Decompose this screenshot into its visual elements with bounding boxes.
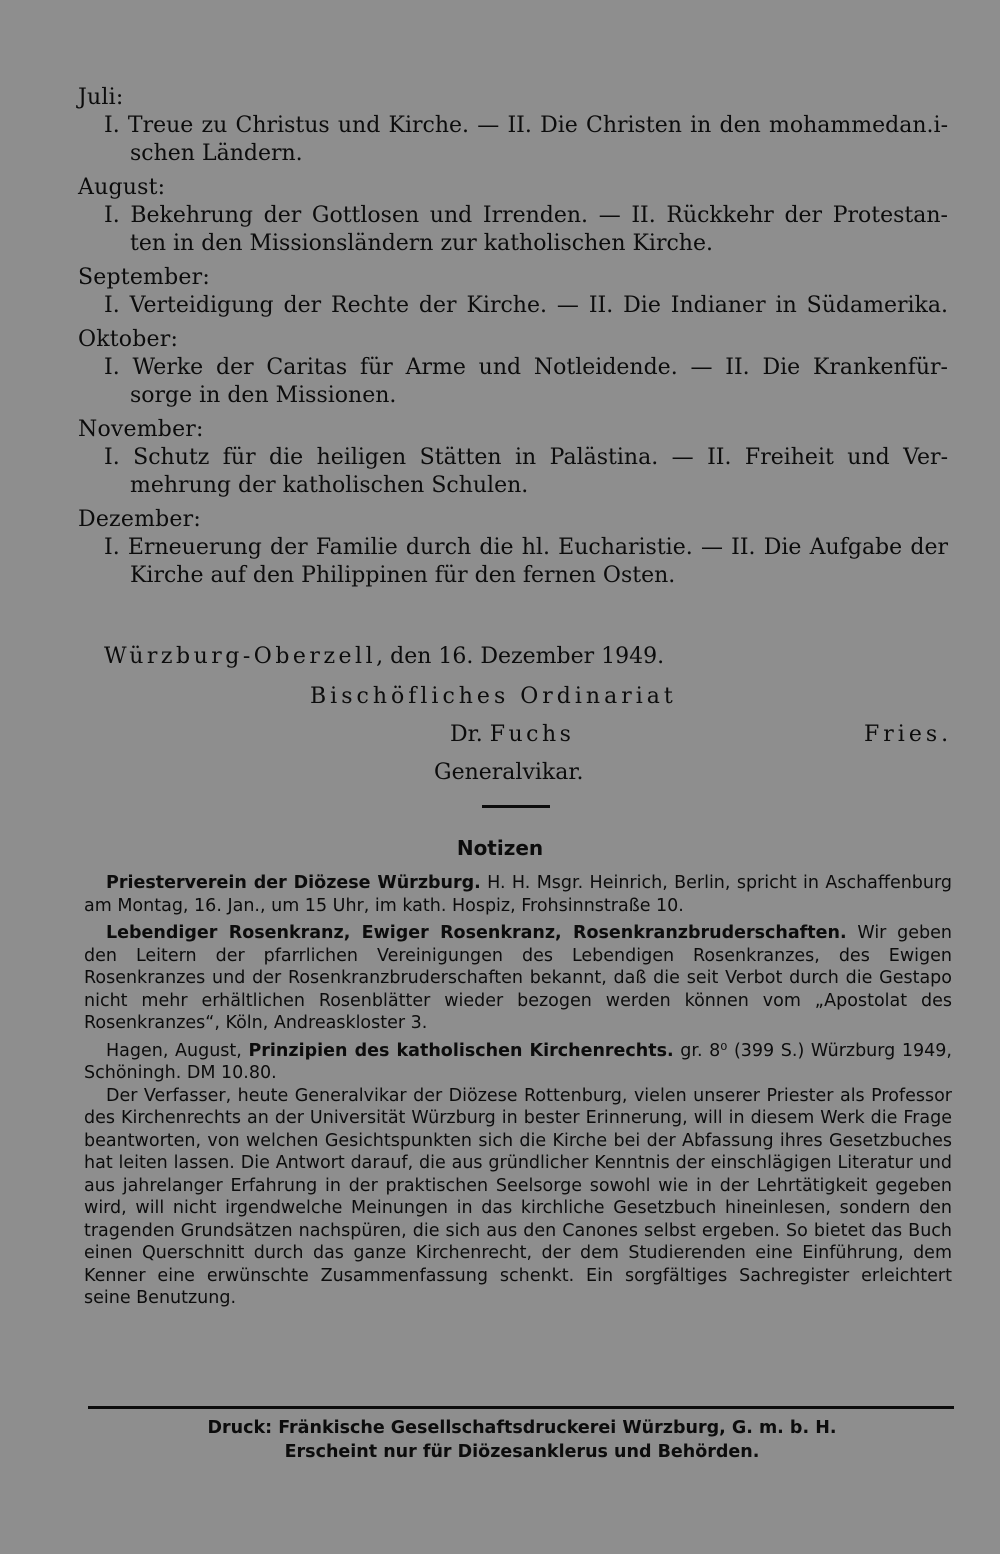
place-date-line xyxy=(104,644,664,669)
signer-surname: Fuchs xyxy=(489,722,575,747)
month-heading: September: xyxy=(78,265,210,290)
intention-line: Kirche auf den Philippinen für den fernen Osten. xyxy=(130,563,676,588)
month-heading: November: xyxy=(78,417,204,442)
intention-line: I. Bekehrung der Gottlosen und Irrenden. — II. Rückkehr der Protestan- xyxy=(104,203,948,228)
intention-line: I. Treue zu Christus und Kirche. — II. Die Christen in den mohammedan.i- xyxy=(104,113,948,138)
intention-entry xyxy=(104,534,958,590)
prayer-intentions-list xyxy=(78,84,958,590)
month-heading: Dezember: xyxy=(78,507,201,532)
note-text: H. H. Msgr. Heinrich, Berlin, spricht in Aschaffenburg am Montag, 16. Jan., um 15 Uhr, im kath. Hospiz, Frohsinnstraße 10. xyxy=(84,873,952,916)
intention-line: I. Verteidigung der Rechte der Kirche. — II. Die Indianer in Südamerika. xyxy=(104,293,948,318)
note-title: Lebendiger Rosenkranz, Ewiger Rosenkranz, Rosenkranzbruderschaften. xyxy=(106,923,847,943)
intention-entry xyxy=(104,202,958,258)
intention-line: mehrung der katholischen Schulen. xyxy=(130,473,529,498)
intention-entry xyxy=(104,112,958,168)
intention-line: schen Ländern. xyxy=(130,141,303,166)
month-heading: Juli: xyxy=(78,85,124,110)
month-heading: Oktober: xyxy=(78,327,179,352)
intention-entry xyxy=(104,444,958,500)
intention-entry xyxy=(104,292,958,320)
signer-title: Generalvikar. xyxy=(434,760,584,785)
note-paragraph xyxy=(84,872,952,917)
note-title: Priesterverein der Diözese Würzburg. xyxy=(106,873,481,893)
distribution-notice: Erscheint nur für Diözesanklerus und Behörden. xyxy=(284,1442,760,1462)
place-name: Würzburg-Oberzell xyxy=(104,644,377,669)
book-details: gr. 8⁰ (399 S.) Würzburg 1949, Schöningh. DM 10.80. xyxy=(84,1040,952,1083)
note-text: Wir geben den Leitern der pfarrlichen Vereinigungen des Lebendigen Rosenkranzes, des Ewigen Rosenkranzes und der Rosenkranzbruderschaften bekannt, daß die seit Verbot durch die Gestapo nicht mehr erhältlichen Rosenblätter wieder bezogen werden können vom „Apostolat des Rosenkranzes“, Köln, Andreaskloster 3. xyxy=(84,923,952,1033)
printer-line: Druck: Fränkische Gesellschaftsdruckerei Würzburg, G. m. b. H. xyxy=(207,1418,837,1438)
intention-entry xyxy=(104,354,958,410)
book-review: Der Verfasser, heute Generalvikar der Diözese Rottenburg, vielen unserer Priester als Professor des Kirchenrechts an der Universität Würzburg in bester Erinnerung, will in diesem Werk die Frage beantworten, von welchen Gesichtspunkten sich die Kirche bei der Abfassung ihres Gesetzbuches hat leiten lassen. Die Antwort darauf, die aus gründlicher Kenntnis der einschlägigen Literatur und aus jahrelanger Erfahrung in der praktischen Seelsorge sowohl wie in der Lehrtätigkeit gegeben wird, will nicht irgendwelche Meinungen in das kirchliche Gesetzbuch hineinlesen, sondern den tragenden Grundsätzen nachspüren, die sich aus den Canones selbst ergeben. So bietet das Buch einen Querschnitt durch das ganze Kirchenrecht, der dem Studierenden eine Einführung, dem Kenner eine erwünschte Zusammenfassung schenkt. Ein sorgfältiges Sachregister erleichtert seine Benutzung. xyxy=(84,1085,952,1308)
notes-heading: Notizen xyxy=(456,836,544,860)
cosigner-name: Fries. xyxy=(864,722,953,747)
intention-line: I. Schutz für die heiligen Stätten in Palästina. — II. Freiheit und Ver- xyxy=(104,445,948,470)
month-heading: August: xyxy=(78,175,166,200)
footer-divider xyxy=(88,1406,954,1409)
note-paragraph xyxy=(84,922,952,1035)
intention-line: I. Erneuerung der Familie durch die hl. Eucharistie. — II. Die Aufgabe der xyxy=(104,535,948,560)
book-notice xyxy=(84,1040,952,1085)
book-title: Prinzipien des katholischen Kirchenrechts. xyxy=(248,1040,674,1061)
intention-line: ten in den Missionsländern zur katholischen Kirche. xyxy=(130,231,713,256)
issuing-authority: Bischöfliches Ordinariat xyxy=(310,684,677,709)
date-text: , den 16. Dezember 1949. xyxy=(376,644,665,669)
section-divider xyxy=(482,805,550,808)
notes-section xyxy=(84,872,952,1315)
book-author: Hagen, August, xyxy=(106,1040,249,1061)
intention-line: I. Werke der Caritas für Arme und Notleidende. — II. Die Krankenfür- xyxy=(104,355,948,380)
imprint xyxy=(0,1416,1000,1464)
signer-prefix: Dr. xyxy=(450,722,483,747)
signer-name xyxy=(450,722,574,747)
intention-line: sorge in den Missionen. xyxy=(130,383,397,408)
